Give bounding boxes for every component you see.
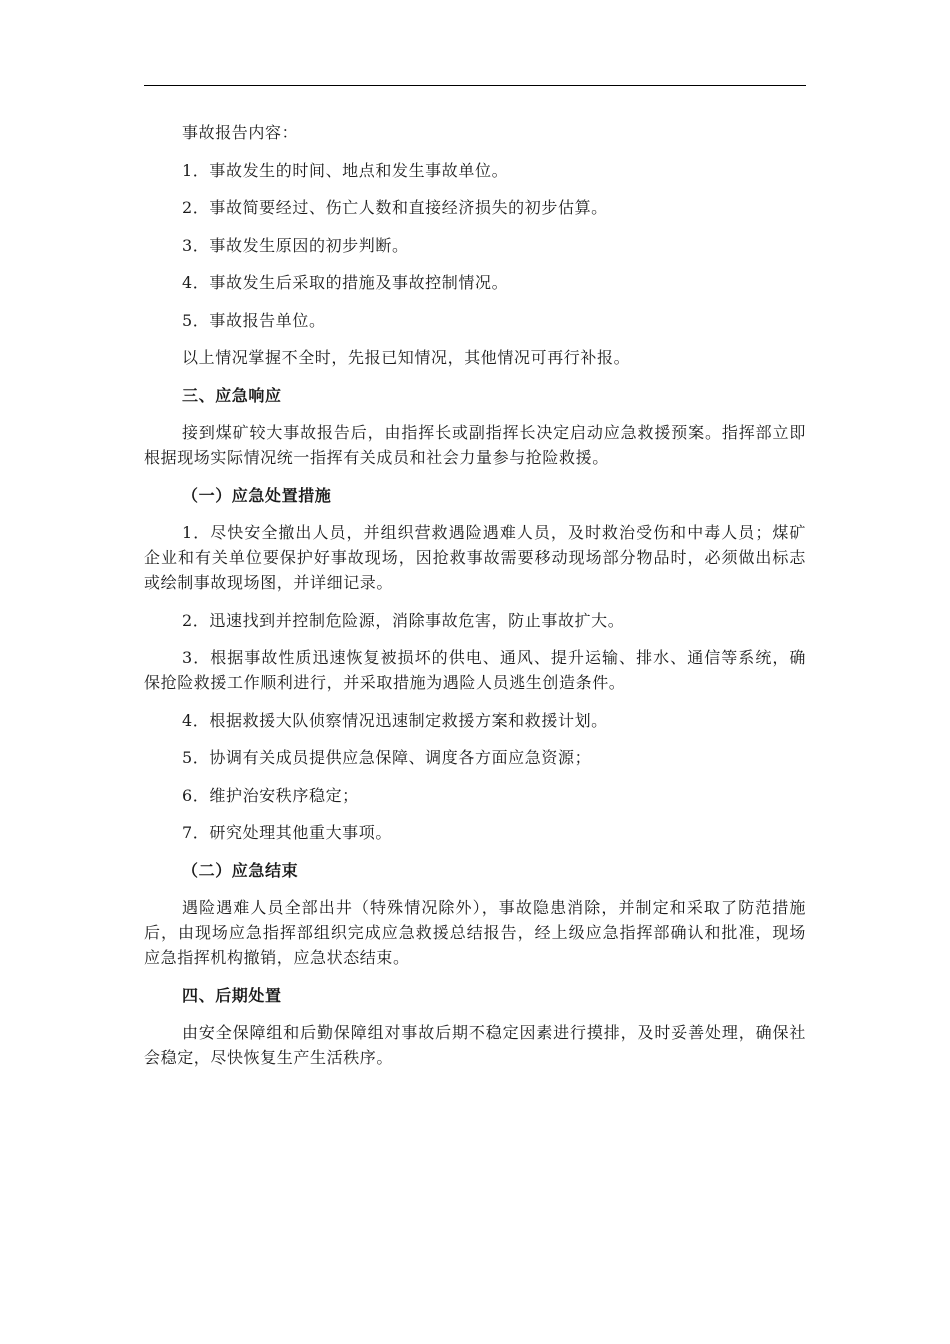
list-item: 7．研究处理其他重大事项。 xyxy=(182,823,392,842)
list-item: 5．事故报告单位。 xyxy=(182,310,326,330)
paragraph: 接到煤矿较大事故报告后，由指挥长或副指挥长决定启动应急救援预案。指挥部立即根据现场实际情况统一指挥有关成员和社会力量参与抢险救援。 xyxy=(144,423,806,467)
header-rule xyxy=(144,85,806,86)
list-item: 2．事故简要经过、伤亡人数和直接经济损失的初步估算。 xyxy=(182,198,608,217)
list-item: 3．根据事故性质迅速恢复被损坏的供电、通风、提升运输、排水、通信等系统，确保抢险救援工作顺利进行，并采取措施为遇险人员逃生创造条件。 xyxy=(144,648,806,692)
list-item: 1．尽快安全撤出人员，并组织营救遇险遇难人员，及时救治受伤和中毒人员；煤矿企业和有关单位要保护好事故现场，因抢救事故需要移动现场部分物品时，必须做出标志或绘制事故现场图，并详细记录。 xyxy=(144,523,806,592)
list-item: 4．根据救援大队侦察情况迅速制定救援方案和救援计划。 xyxy=(182,710,608,730)
list-item: 5．协调有关成员提供应急保障、调度各方面应急资源； xyxy=(182,748,592,767)
list-item: 6．维护治安秩序稳定； xyxy=(182,785,359,805)
list-item: 3．事故发生原因的初步判断。 xyxy=(182,235,409,255)
section-heading: 四、后期处置 xyxy=(182,985,282,1005)
paragraph: 由安全保障组和后勤保障组对事故后期不稳定因素进行摸排，及时妥善处理，确保社会稳定，尽快恢复生产生活秩序。 xyxy=(144,1023,806,1067)
section-heading: 三、应急响应 xyxy=(182,385,282,405)
subsection-heading: （一）应急处置措施 xyxy=(182,485,332,505)
paragraph: 以上情况掌握不全时，先报已知情况，其他情况可再行补报。 xyxy=(182,348,631,367)
list-item: 2．迅速找到并控制危险源，消除事故危害，防止事故扩大。 xyxy=(182,610,625,630)
subsection-heading: （二）应急结束 xyxy=(182,860,299,880)
paragraph: 遇险遇难人员全部出井（特殊情况除外），事故隐患消除，并制定和采取了防范措施后，由现场应急指挥部组织完成应急救援总结报告，经上级应急指挥部确认和批准，现场应急指挥机构撤销，应急状态结束。 xyxy=(144,898,806,967)
list-item: 4．事故发生后采取的措施及事故控制情况。 xyxy=(182,273,509,292)
list-item: 1．事故发生的时间、地点和发生事故单位。 xyxy=(182,160,509,180)
paragraph: 事故报告内容： xyxy=(182,123,299,142)
document-body xyxy=(144,120,806,1083)
